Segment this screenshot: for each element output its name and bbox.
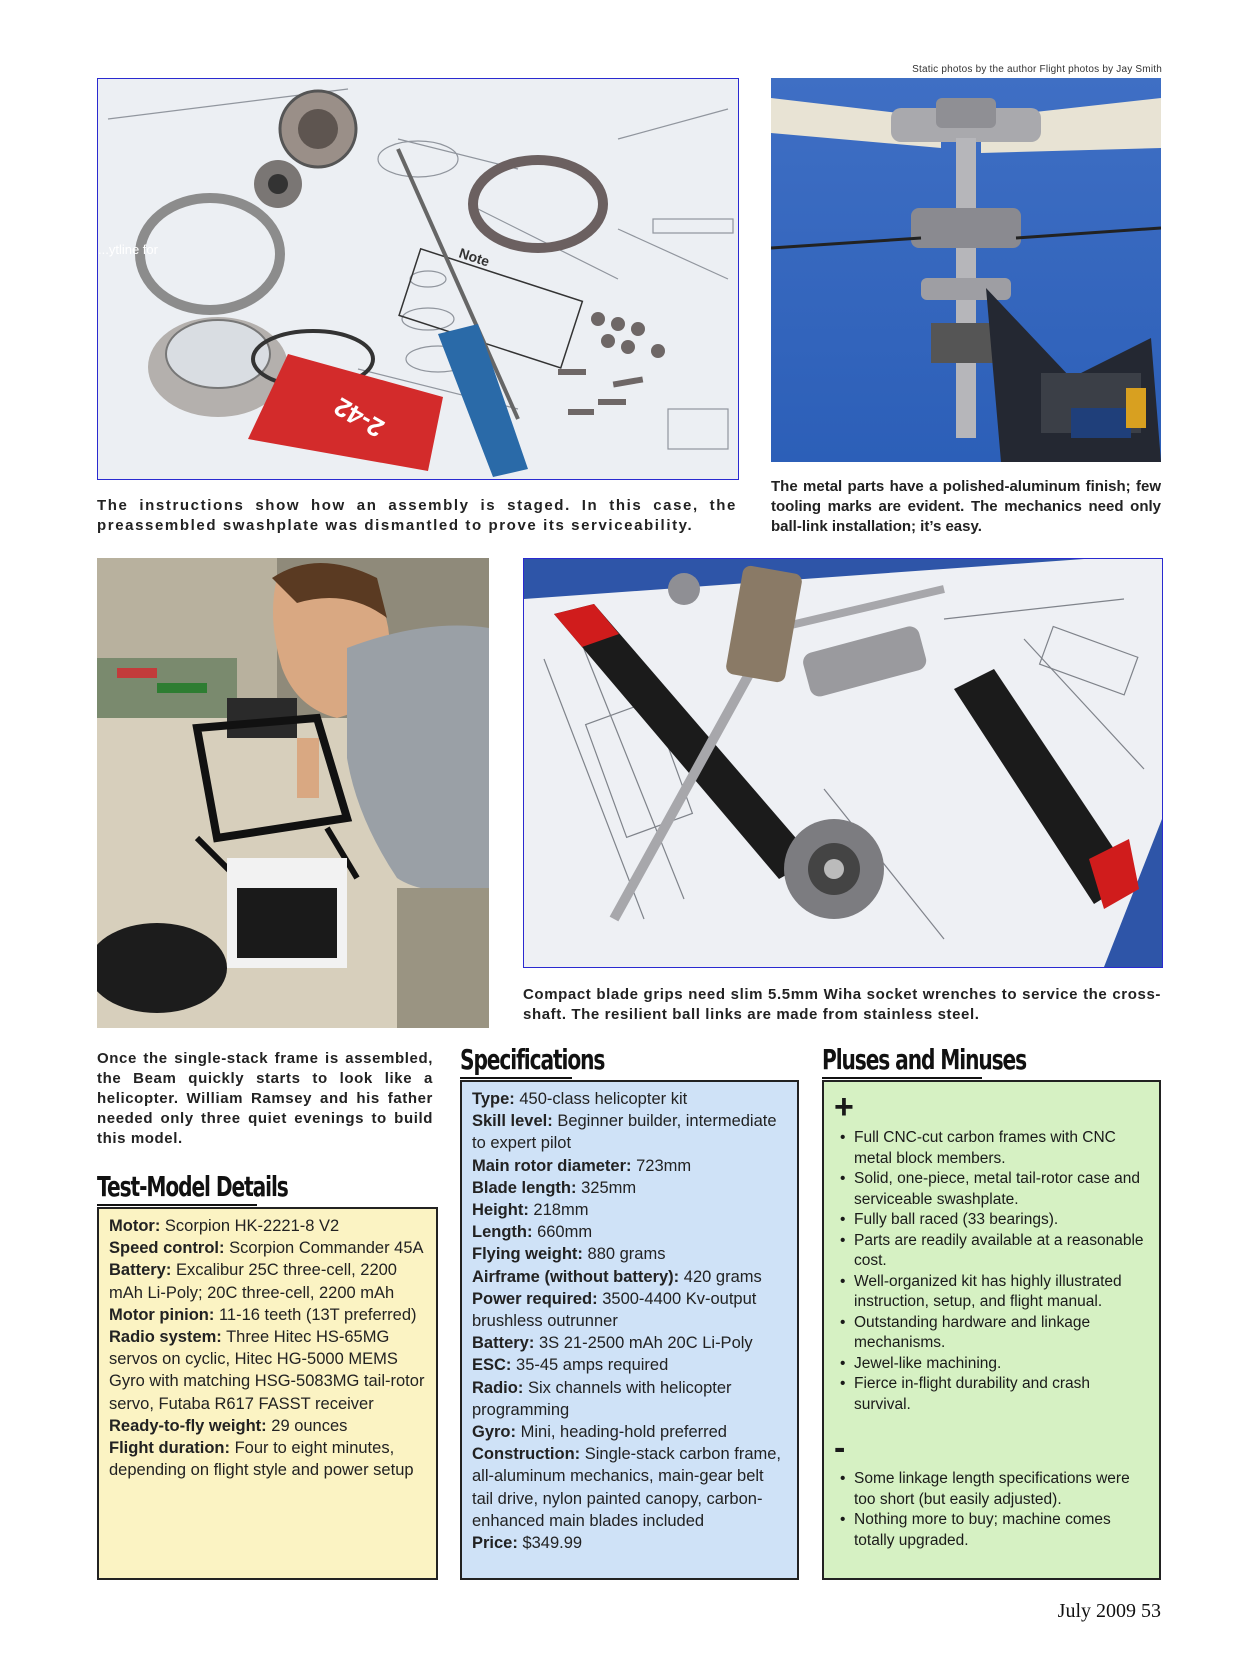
plus-item: • Fully ball raced (33 bearings).	[832, 1210, 1151, 1231]
test-model-item: Flight duration: Four to eight minutes, depending on flight style and power setup	[109, 1439, 414, 1480]
spec-item: Flying weight: 880 grams	[472, 1245, 666, 1264]
spec-item: Battery: 3S 21-2500 mAh 20C Li-Poly	[472, 1334, 753, 1353]
plus-item: • Jewel-like machining.	[832, 1354, 1151, 1375]
spec-item: Type: 450-class helicopter kit	[472, 1090, 688, 1108]
swashplate-parts-photo	[97, 78, 739, 480]
thread-locker-label: 2-42	[328, 391, 389, 444]
swashplate-caption: The instructions show how an assembly is staged. In this case, the preassembled swashplate was dismantled to prove its serviceability.	[97, 497, 737, 534]
spec-item: Height: 218mm	[472, 1201, 589, 1220]
specifications-heading: Specifications	[460, 1043, 605, 1076]
spec-item: Price: $349.99	[472, 1534, 583, 1553]
builder-photo	[97, 558, 489, 1028]
test-model-heading-rule	[97, 1204, 257, 1206]
spec-item: Airframe (without battery): 420 grams	[472, 1267, 762, 1286]
plus-sign: +	[834, 1088, 854, 1126]
plus-item: • Outstanding hardware and linkage mechanisms.	[832, 1313, 1151, 1354]
pluses-list	[832, 1128, 1151, 1415]
plus-item: • Parts are readily available at a reasonable cost.	[832, 1231, 1151, 1272]
rotor-head-photo	[771, 78, 1161, 462]
plus-item: • Fierce in-flight durability and crash survival.	[832, 1374, 1151, 1415]
spec-item: ESC: 35-45 amps required	[472, 1356, 669, 1375]
pluses-minuses-box	[822, 1080, 1161, 1580]
bladegrips-caption: Compact blade grips need slim 5.5mm Wiha socket wrenches to service the cross-shaft. The resilient ball links are made from stainless steel.	[523, 986, 1161, 1023]
spec-item: Radio: Six channels with helicopter programming	[472, 1378, 732, 1419]
minus-item: • Some linkage length specifications were too short (but easily adjusted).	[832, 1469, 1151, 1510]
test-model-list	[109, 1215, 426, 1481]
test-model-item: Ready-to-fly weight: 29 ounces	[109, 1416, 348, 1435]
minus-item: • Nothing more to buy; machine comes totally upgraded.	[832, 1510, 1151, 1551]
test-model-item: Battery: Excalibur 25C three-cell, 2200 mAh Li-Poly; 20C three-cell, 2200 mAh	[109, 1261, 397, 1302]
plus-item: • Solid, one-piece, metal tail-rotor case and serviceable swashplate.	[832, 1169, 1151, 1210]
spec-item: Gyro: Mini, heading-hold preferred	[472, 1423, 727, 1442]
builder-caption: Once the single-stack frame is assembled, the Beam quickly starts to look like a helicopter. William Ramsey and his father needed only three quiet evenings to build this model.	[97, 1050, 433, 1147]
spec-item: Construction: Single-stack carbon frame, all-aluminum mechanics, main-gear belt tail drive, nylon painted canopy, carbon-enhanced main blades included	[472, 1445, 782, 1530]
plus-item: • Well-organized kit has highly illustrated instruction, setup, and flight manual.	[832, 1272, 1151, 1313]
test-model-item: Motor: Scorpion HK-2221-8 V2	[109, 1217, 340, 1235]
minus-sign: -	[834, 1429, 846, 1467]
note-label: Note	[457, 244, 492, 270]
photo-credit: Static photos by the author Flight photos by Jay Smith	[912, 64, 1162, 75]
test-model-heading: Test-Model Details	[97, 1170, 288, 1203]
page-folio: July 2009 53	[1057, 1600, 1161, 1622]
spec-item: Main rotor diameter: 723mm	[472, 1156, 692, 1175]
spec-item: Power required: 3500-4400 Kv-output brushless outrunner	[472, 1289, 757, 1331]
plus-item: • Full CNC-cut carbon frames with CNC metal block members.	[832, 1128, 1151, 1169]
spec-item: Blade length: 325mm	[472, 1178, 637, 1197]
test-model-item: Motor pinion: 11-16 teeth (13T preferred)	[109, 1305, 417, 1324]
blade-grips-photo	[523, 558, 1163, 968]
minuses-list	[832, 1469, 1151, 1551]
test-model-box	[97, 1207, 438, 1580]
specifications-heading-rule	[460, 1077, 572, 1079]
stray-overlay-text: ...ytline for	[98, 242, 158, 257]
pluses-minuses-heading-rule	[822, 1077, 982, 1079]
test-model-item: Speed control: Scorpion Commander 45A	[109, 1239, 424, 1258]
spec-item: Length: 660mm	[472, 1223, 593, 1242]
specifications-box	[460, 1080, 799, 1580]
test-model-item: Radio system: Three Hitec HS-65MG servos on cyclic, Hitec HG-5000 MEMS Gyro with matching HSG-5083MG tail-rotor servo, Futaba R617 FASST receiver	[109, 1328, 425, 1413]
pluses-minuses-heading: Pluses and Minuses	[822, 1043, 1027, 1076]
spec-list	[472, 1088, 787, 1554]
rotorhead-caption: The metal parts have a polished-aluminum finish; few tooling marks are evident. The mechanics need only ball-link installation; it’s easy.	[771, 478, 1161, 535]
spec-item: Skill level: Beginner builder, intermediate to expert pilot	[472, 1112, 777, 1153]
